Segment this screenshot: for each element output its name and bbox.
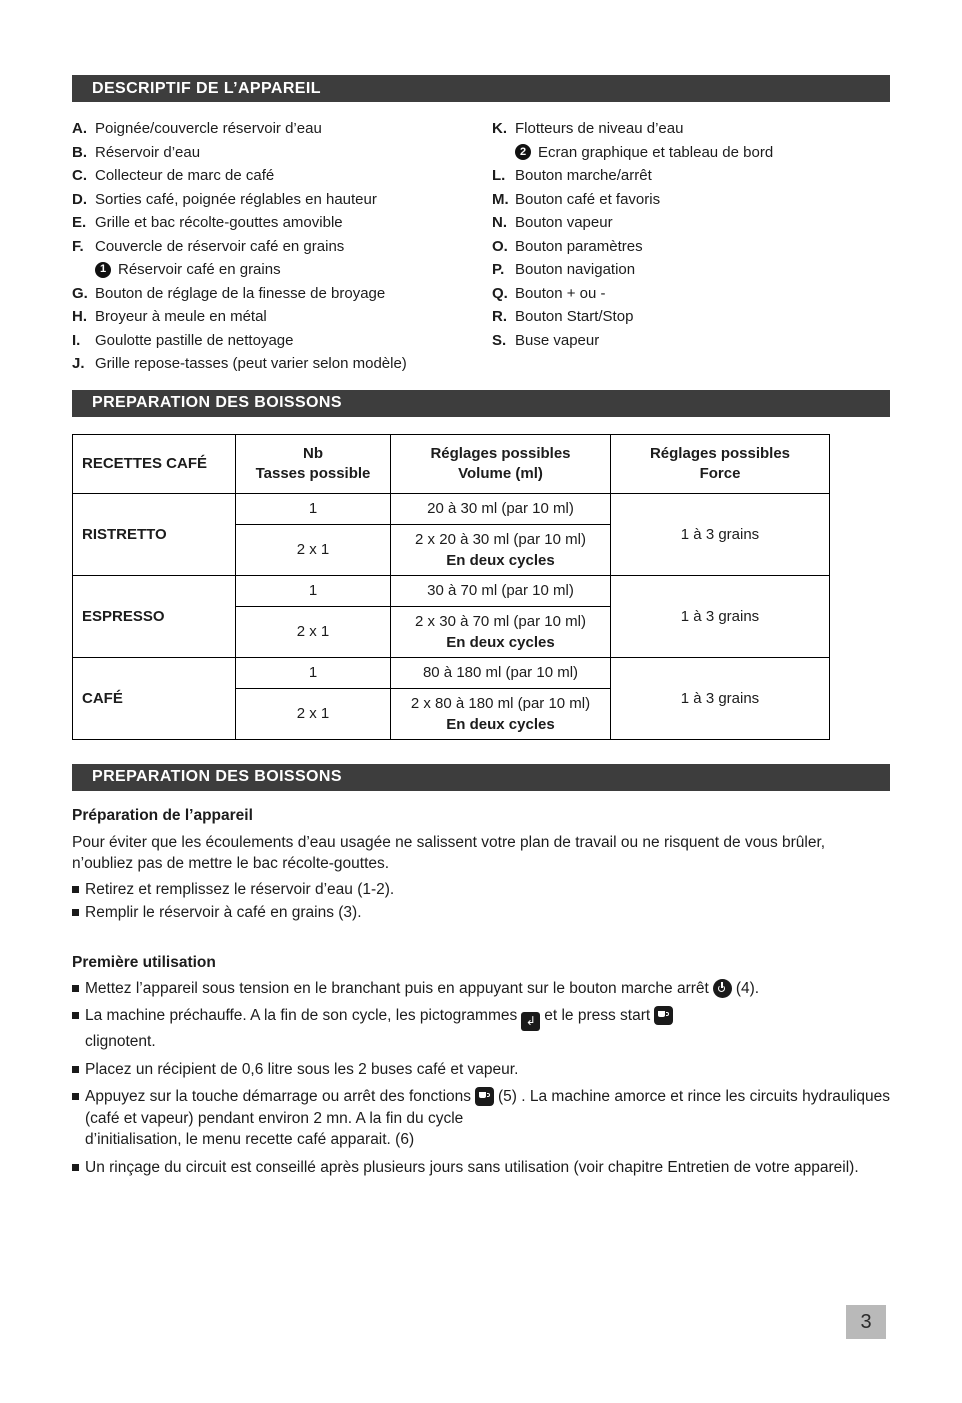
intro-paragraph: Pour éviter que les écoulements d’eau usagée ne salissent votre plan de travail ou ne risquent de vous brûler, n’oubliez pas de mettre le bac récolte-gouttes. [72,833,826,872]
part-item [72,329,492,353]
part-letter: D. [72,190,87,208]
header-force [611,434,830,493]
cups-cell: 2 x 1 [236,606,391,657]
part-text: Bouton de réglage de la finesse de broyage [95,284,386,302]
volume-cell: 20 à 30 ml (par 10 ml) [391,493,611,524]
part-letter: I. [72,331,81,349]
bullet-text-line: clignotent. [85,1033,156,1051]
header-line: Force [699,464,741,482]
part-letter: L. [492,167,506,184]
part-text: Broyeur à meule en métal [95,308,267,325]
part-letter: S. [492,331,507,349]
bullet-text-part: (5) . La machine amorce et rince les circuits hydrauliques [498,1088,890,1106]
bullet-text [85,978,892,1000]
section-title: PREPARATION DES BOISSONS [92,394,342,411]
part-letter: J. [72,355,85,372]
bullet-item [72,1086,892,1151]
bullet-item [72,978,892,1000]
bullet-text: Retirez et remplissez le réservoir d’eau (1-2). [85,880,395,898]
bullet-text: Un rinçage du circuit est conseillé après plusieurs jours sans utilisation (voir chapitre Entretien de votre appareil). [85,1158,859,1176]
bullet-square-icon [72,1164,79,1171]
parts-column-right [492,117,890,376]
part-text: Bouton navigation [515,261,636,278]
part-text: Bouton + ou - [515,284,606,302]
power-icon [713,979,732,998]
part-text: Collecteur de marc de café [95,167,275,184]
header-line: Réglages possibles [430,444,571,462]
part-item [492,258,890,282]
bullet-text-part: La machine préchauffe. A la fin de son cycle, les pictogrammes [85,1007,518,1024]
bullet-square-icon [72,886,79,893]
part-item [492,329,890,353]
section-bar-preparation-1 [72,390,890,417]
part-item [72,188,492,212]
volume-cell: 30 à 70 ml (par 10 ml) [391,575,611,606]
part-letter: K. [492,120,507,137]
part-item [492,164,890,188]
part-letter: P. [492,261,505,278]
bullet-square-icon [72,1093,79,1100]
bullet-item [72,1005,892,1053]
bullet-item [72,1059,892,1081]
part-item [72,211,492,235]
manual-page [0,75,962,1178]
section-title: DESCRIPTIF DE L’APPAREIL [92,79,321,97]
recipe-name: ESPRESSO [73,575,236,657]
part-text: Goulotte pastille de nettoyage [95,331,294,349]
bullet-text-part: (4). [735,979,760,997]
volume-value: 2 x 80 à 180 ml (par 10 ml) [410,694,591,712]
header-line: Réglages possibles [649,444,791,462]
volume-note: En deux cycles [446,551,555,569]
cups-cell: 2 x 1 [236,688,391,739]
part-text: Poignée/couvercle réservoir d’eau [95,120,322,137]
circled-number-icon: 2 [515,144,531,160]
force-cell: 1 à 3 grains [611,493,830,575]
part-text: Buse vapeur [515,331,600,349]
part-letter: O. [492,237,508,255]
part-item [72,352,492,376]
part-text: Bouton café et favoris [515,190,661,208]
part-sub-item [492,141,890,165]
recipes-table [72,434,830,740]
recipe-name: RISTRETTO [73,493,236,575]
part-text: Bouton Start/Stop [515,308,634,325]
bullet-item [72,902,892,924]
part-item [72,117,492,141]
part-letter: H. [72,308,87,325]
table-row [73,575,830,606]
part-item [492,282,890,306]
header-line: Volume (ml) [458,464,543,482]
header-nb-tasses [236,434,391,493]
table-header-row [73,434,830,493]
bullet-square-icon [72,1066,79,1073]
cups-cell: 1 [236,657,391,688]
volume-cell [391,688,611,739]
part-letter: E. [72,214,87,231]
volume-note: En deux cycles [446,715,555,733]
part-text: Sorties café, poignée réglables en hauteur [95,190,377,208]
volume-note: En deux cycles [446,633,555,651]
header-volume [391,434,611,493]
bullet-text-part: Appuyez sur la touche démarrage ou arrêt des fonctions [85,1088,472,1106]
subheading-premiere-utilisation: Première utilisation [72,953,216,971]
part-item [492,117,890,141]
cups-cell: 2 x 1 [236,524,391,575]
part-text: Bouton marche/arrêt [515,167,652,184]
header-line: Tasses possible [255,464,371,482]
bullet-square-icon [72,1012,79,1019]
bullet-text-part: et le press start [544,1007,651,1024]
part-letter: A. [72,120,87,137]
bullet-square-icon [72,909,79,916]
part-text: Couvercle de réservoir café en grains [95,237,345,255]
part-text: Réservoir café en grains [118,261,281,278]
recipe-name: CAFÉ [73,657,236,739]
parts-list [72,117,890,376]
part-letter: R. [492,308,507,325]
part-text: Bouton vapeur [515,214,613,231]
part-letter: M. [492,190,509,208]
part-letter: Q. [492,284,508,302]
part-letter: G. [72,284,88,302]
part-letter: C. [72,167,87,184]
part-item [72,164,492,188]
part-letter: F. [72,237,84,255]
part-text: Bouton paramètres [515,237,643,255]
cups-cell: 1 [236,493,391,524]
part-item [72,235,492,259]
bullet-text-part: Mettez l’appareil sous tension en le branchant puis en appuyant sur le bouton marche arrêt [85,979,709,997]
press-start-icon [654,1006,673,1025]
volume-cell [391,524,611,575]
part-item [492,211,890,235]
prep-bullet-list [72,879,890,924]
force-cell: 1 à 3 grains [611,657,830,739]
volume-cell: 80 à 180 ml (par 10 ml) [391,657,611,688]
volume-cell [391,606,611,657]
page-number: 3 [846,1305,886,1339]
utilisation-bullet-list [72,978,890,1179]
bullet-item [72,1157,892,1179]
section-bar-preparation-2 [72,764,890,791]
header-recettes: RECETTES CAFÉ [73,434,236,493]
part-text: Grille repose-tasses (peut varier selon modèle) [95,355,407,372]
part-text: Réservoir d’eau [95,143,201,161]
bullet-text-line: (café et vapeur) pendant environ 2 mn. A la fin du cycle [85,1109,464,1127]
table-row [73,657,830,688]
bullet-text-line: d’initialisation, le menu recette café apparait. (6) [85,1131,415,1149]
part-item [492,188,890,212]
bullet-text: Placez un récipient de 0,6 litre sous les 2 buses café et vapeur. [85,1060,519,1078]
part-letter: N. [492,214,507,231]
force-cell: 1 à 3 grains [611,575,830,657]
part-item [492,235,890,259]
volume-value: 2 x 30 à 70 ml (par 10 ml) [415,612,586,630]
part-item [72,282,492,306]
table-row [73,493,830,524]
part-item [492,305,890,329]
bullet-item [72,879,892,901]
part-text: Ecran graphique et tableau de bord [538,143,774,161]
cups-cell: 1 [236,575,391,606]
bullet-square-icon [72,985,79,992]
start-stop-icon [475,1087,494,1106]
header-line: Nb [303,444,323,462]
part-letter: B. [72,143,87,161]
part-text: Grille et bac récolte-gouttes amovible [95,214,343,231]
bullet-text: Remplir le réservoir à café en grains (3). [85,904,362,921]
part-text: Flotteurs de niveau d’eau [515,120,684,137]
pictogram-icon [521,1012,540,1031]
part-sub-item [72,258,492,282]
parts-column-left [72,117,492,376]
section-bar-descriptif [72,75,890,102]
subheading-preparation-appareil: Préparation de l’appareil [72,806,253,824]
section-title: PREPARATION DES BOISSONS [92,768,342,785]
part-item [72,305,492,329]
bullet-text [85,1086,892,1151]
circled-number-icon: 1 [95,262,111,278]
bullet-text [85,1005,892,1053]
part-item [72,141,492,165]
volume-value: 2 x 20 à 30 ml (par 10 ml) [415,530,586,548]
